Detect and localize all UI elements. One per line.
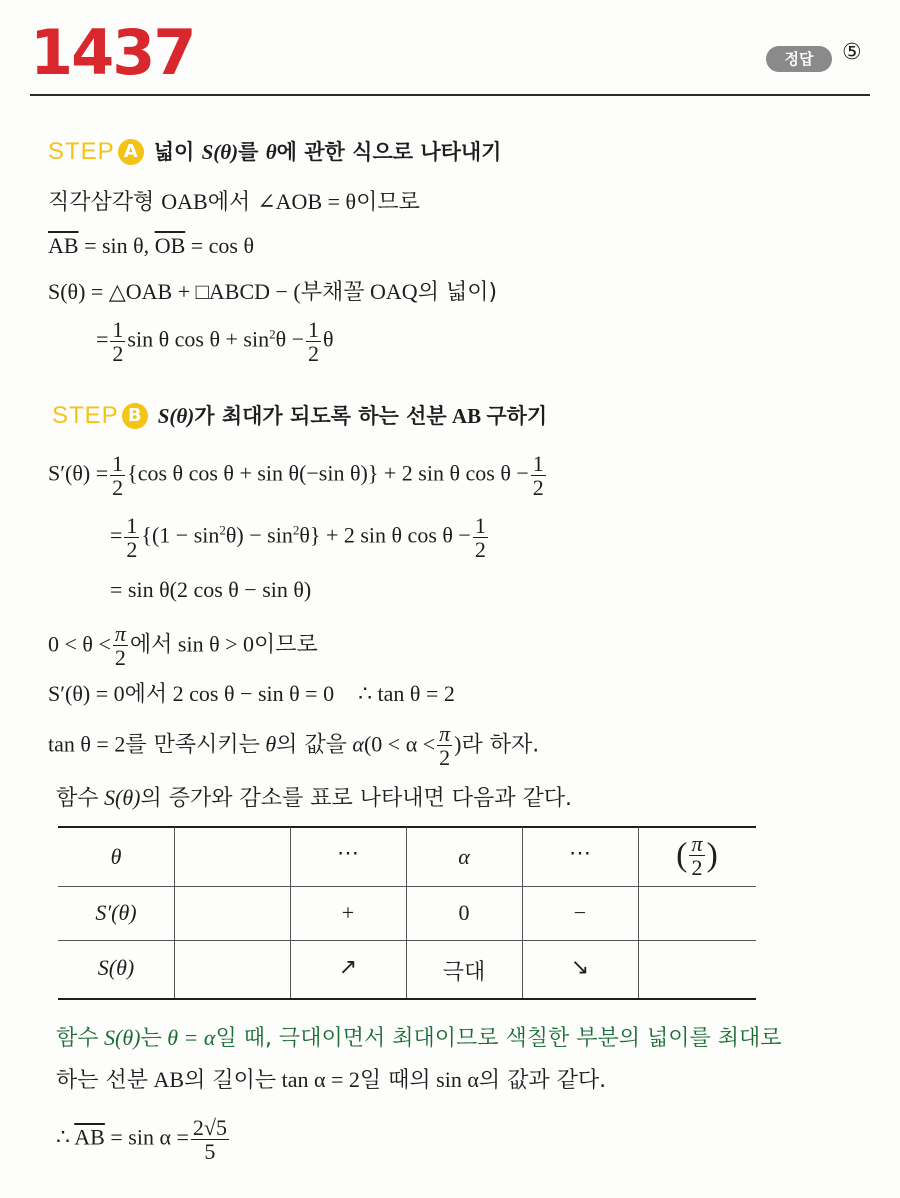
table-cell-alpha: α bbox=[458, 844, 470, 869]
table-row-divider bbox=[58, 940, 756, 941]
table-intro: 함수 S(θ)의 증가와 감소를 표로 나타내면 다음과 같다. bbox=[56, 785, 572, 811]
condition-line-2: S′(θ) = 0에서 2 cos θ − sin θ = 0 ∴ tan θ = 2 bbox=[48, 681, 455, 707]
step-a-line-1: 직각삼각형 OAB에서 ∠AOB = θ이므로 bbox=[48, 189, 420, 215]
fraction: $\frac{1}{2}$ bbox=[474, 513, 486, 563]
table-cell-zero: 0 bbox=[458, 900, 470, 925]
table-cell-decreasing-arrow: ↘ bbox=[570, 955, 590, 980]
condition-line-3: tan θ = 2를 만족시키는 θ의 값을 α(0 < α < $\frac{\pi}{2}$ )라 하자. bbox=[48, 721, 540, 771]
condition-line-1: 0 < θ < $\frac{\pi}{2}$ 에서 sin θ > 0이므로 bbox=[48, 621, 318, 671]
step-a-title: 넓이 S(θ)를 θ에 관한 식으로 나타내기 bbox=[153, 140, 502, 164]
derivative-line-1: S′(θ) = $\frac{1}{2}$ {cos θ cos θ + sin θ(−sin θ)} + 2 sin θ cos θ − $\frac{1}{2}$ bbox=[48, 451, 544, 501]
step-letter-b: B bbox=[122, 403, 148, 429]
step-letter-a: A bbox=[118, 139, 144, 165]
derivative-line-3: = sin θ(2 cos θ − sin θ) bbox=[110, 577, 312, 602]
table-top-border bbox=[58, 826, 756, 828]
table-bottom-border bbox=[58, 998, 756, 1000]
table-row-divider bbox=[58, 886, 756, 887]
answer-value: ⑤ bbox=[842, 40, 862, 65]
table-cell-derivative: S′(θ) bbox=[95, 900, 137, 925]
table-cell-minus: − bbox=[573, 900, 587, 925]
table-cell-local-max: 극대 bbox=[442, 960, 486, 985]
conclusion-line-1: 함수 S(θ)는 θ = α일 때, 극대이면서 최대이므로 색칠한 부분의 넓이를 최대로 bbox=[56, 1025, 782, 1051]
step-label: STEP bbox=[48, 138, 115, 165]
step-a-line-4: = $\frac{1}{2}$ sin θ $\cos \theta + \sin^2\theta$ − $\frac{1}{2}$ θ bbox=[96, 317, 334, 367]
fraction: $\frac{1}{2}$ bbox=[308, 317, 320, 367]
step-label: STEP bbox=[52, 402, 119, 429]
fraction: $\frac{1}{2}$ bbox=[532, 451, 544, 501]
fraction: $\frac{1}{2}$ bbox=[112, 317, 124, 367]
conclusion-line-2: 하는 선분 AB의 길이는 tan α = 2일 때의 sin α의 값과 같다. bbox=[56, 1067, 607, 1093]
table-cell-dots: ⋯ bbox=[569, 840, 591, 865]
header-divider bbox=[30, 94, 870, 96]
fraction: $\frac{\pi}{2}$ bbox=[439, 721, 451, 771]
derivative-line-2: = $\frac{1}{2}$ $\{(1 - \sin^2\theta) - \sin^2\theta\} + 2$ sin θ cos θ − $\frac{1}{2}$ bbox=[110, 513, 486, 563]
fraction: $\frac{2√5}{5}$ bbox=[192, 1115, 227, 1165]
fraction: $\frac{1}{2}$ bbox=[126, 513, 138, 563]
problem-number: 1437 bbox=[30, 16, 195, 89]
table-cell-plus: + bbox=[341, 900, 355, 925]
table-col-divider bbox=[174, 827, 175, 998]
fraction: $\frac{1}{2}$ bbox=[112, 451, 124, 501]
table-cell-increasing-arrow: ↗ bbox=[338, 955, 358, 980]
final-answer: ∴ $\overline{AB} = \sin \alpha$ = $\frac{2√5}{5}$ bbox=[56, 1115, 227, 1165]
fraction: $\frac{\pi}{2}$ bbox=[114, 621, 126, 671]
table-cell-function: S(θ) bbox=[97, 955, 135, 980]
table-cell-dots: ⋯ bbox=[337, 840, 359, 865]
table-cell-pi-half: ( $\frac{\pi}{2}$ ) bbox=[676, 831, 718, 881]
table-cell-theta: θ bbox=[110, 844, 122, 869]
fraction: $\frac{\pi}{2}$ bbox=[691, 831, 703, 881]
step-b-title: S(θ)가 최대가 되도록 하는 선분 AB 구하기 bbox=[157, 404, 548, 428]
step-a-heading bbox=[48, 136, 501, 167]
step-b-heading bbox=[52, 400, 547, 431]
step-a-line-2: $\overline{AB} = \sin \theta$, $\overline{OB} = \cos \theta$ bbox=[48, 233, 255, 258]
answer-badge: 정답 bbox=[766, 46, 832, 72]
step-a-line-3: S(θ) = △OAB + □ABCD − (부채꼴 OAQ의 넓이) bbox=[48, 279, 498, 305]
